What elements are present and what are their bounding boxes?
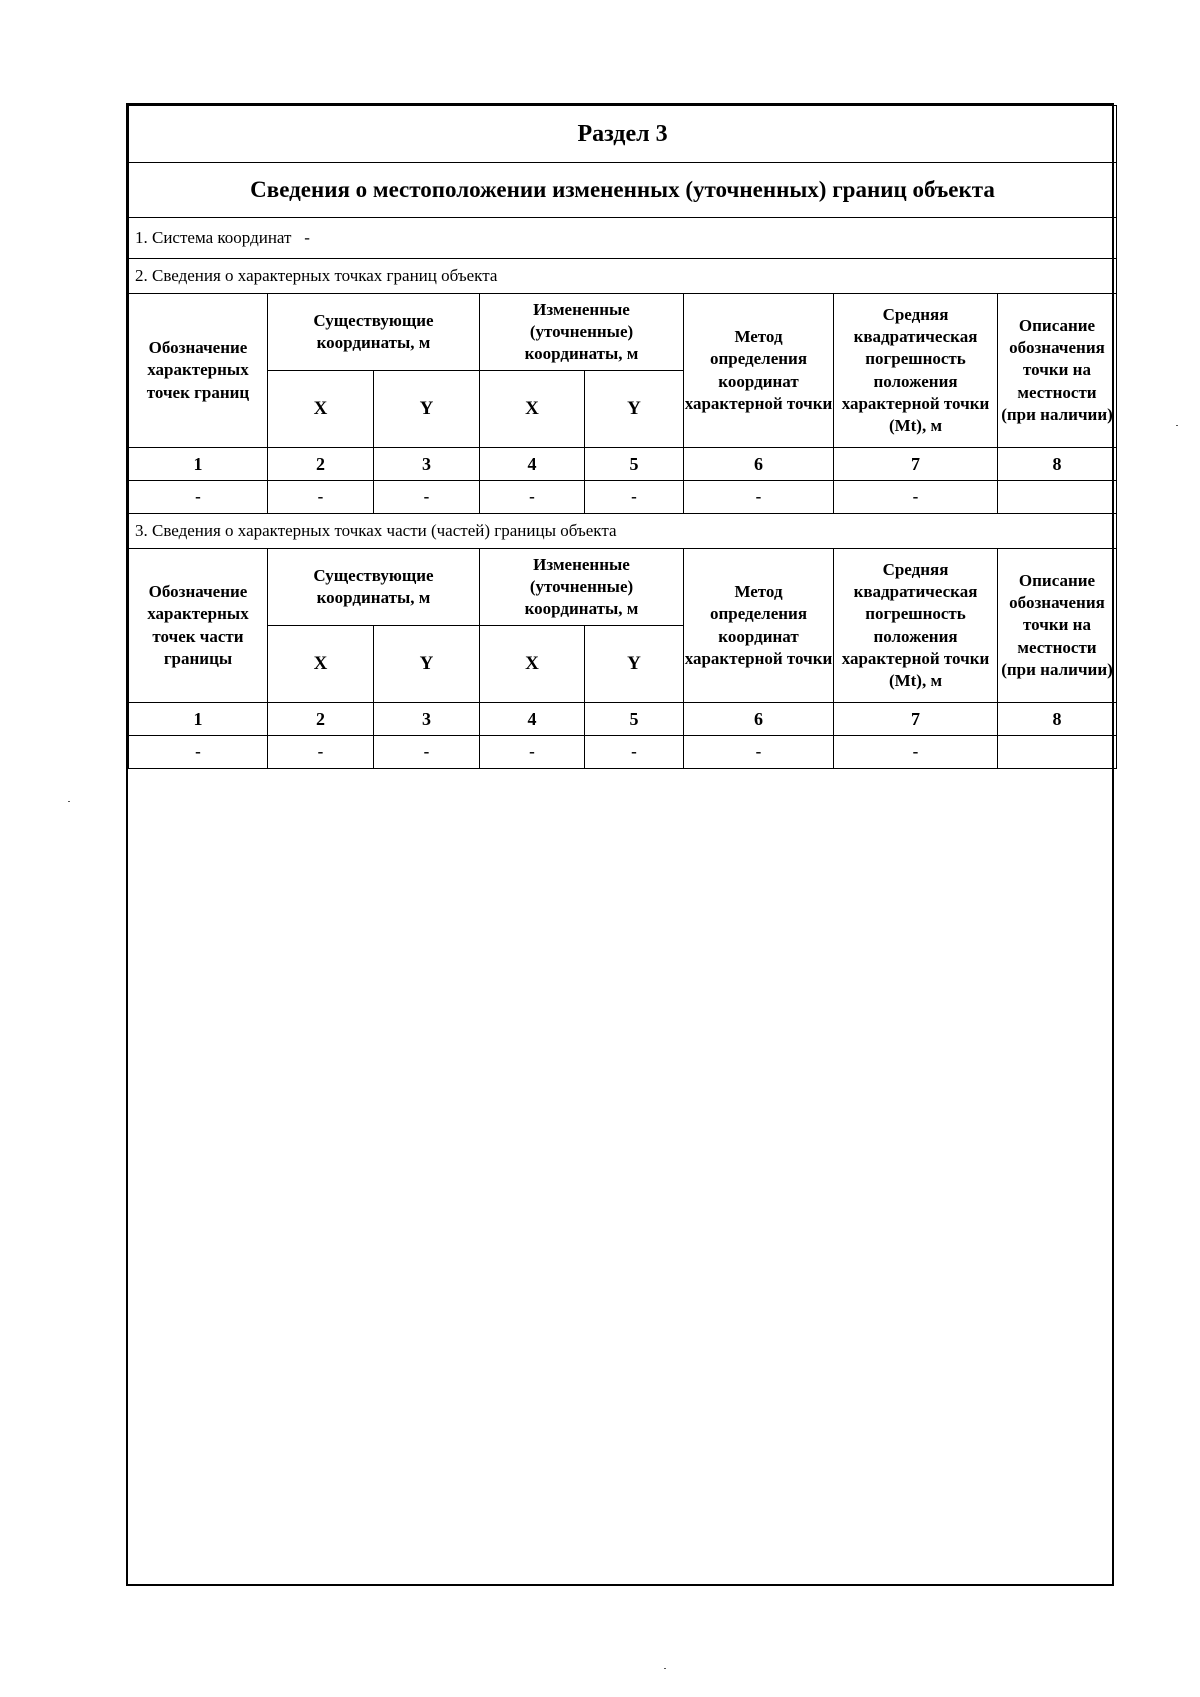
- col-existing-header: Существующие координаты, м: [268, 294, 480, 371]
- col-changed-x: X: [480, 626, 585, 703]
- table-cell: -: [834, 736, 998, 769]
- col-existing-y: Y: [374, 371, 480, 448]
- column-number-row: [129, 703, 1117, 736]
- column-number: 1: [129, 703, 268, 736]
- col-description-header: Описание обозначения точки на местности (при наличии): [998, 549, 1117, 703]
- column-number: 1: [129, 448, 268, 481]
- column-number: 6: [684, 448, 834, 481]
- table-cell: -: [374, 481, 480, 514]
- table-cell: -: [374, 736, 480, 769]
- table-cell: -: [684, 481, 834, 514]
- scan-speck: [664, 1668, 666, 1669]
- table-cell: -: [480, 481, 585, 514]
- col-error-header: Средняя квадратическая погрешность положения характерной точки (Mt), м: [834, 294, 998, 448]
- column-number: 8: [998, 703, 1117, 736]
- column-number: 2: [268, 448, 374, 481]
- column-number: 8: [998, 448, 1117, 481]
- column-number: 7: [834, 448, 998, 481]
- column-number: 4: [480, 448, 585, 481]
- column-number: 3: [374, 703, 480, 736]
- coord-system-line: [129, 218, 1117, 259]
- column-number: 7: [834, 703, 998, 736]
- section-table: [128, 105, 1117, 769]
- section-subtitle: Сведения о местоположении измененных (уточненных) границ объекта: [129, 163, 1117, 218]
- section-title: Раздел 3: [129, 106, 1117, 163]
- document-frame: [126, 103, 1114, 1586]
- column-number: 4: [480, 703, 585, 736]
- col-method-header: Метод определения координат характерной точки: [684, 549, 834, 703]
- scan-speck: [68, 801, 70, 802]
- col-description-header: Описание обозначения точки на местности (при наличии): [998, 294, 1117, 448]
- column-number: 5: [585, 448, 684, 481]
- column-number: 2: [268, 703, 374, 736]
- col-error-header: Средняя квадратическая погрешность положения характерной точки (Mt), м: [834, 549, 998, 703]
- table-cell: -: [834, 481, 998, 514]
- table-cell: -: [684, 736, 834, 769]
- col-designation-header: Обозначение характерных точек части границы: [129, 549, 268, 703]
- col-existing-x: X: [268, 371, 374, 448]
- col-existing-y: Y: [374, 626, 480, 703]
- col-existing-x: X: [268, 626, 374, 703]
- col-changed-header: Измененные (уточненные) координаты, м: [480, 294, 684, 371]
- table-cell: -: [129, 736, 268, 769]
- col-changed-x: X: [480, 371, 585, 448]
- table-cell: -: [268, 736, 374, 769]
- col-changed-y: Y: [585, 626, 684, 703]
- column-number: 3: [374, 448, 480, 481]
- column-number: 6: [684, 703, 834, 736]
- col-designation-header: Обозначение характерных точек границ: [129, 294, 268, 448]
- part-points-heading: 3. Сведения о характерных точках части (частей) границы объекта: [129, 514, 1117, 549]
- col-changed-header: Измененные (уточненные) координаты, м: [480, 549, 684, 626]
- table-cell: -: [585, 736, 684, 769]
- table-cell: -: [585, 481, 684, 514]
- table-cell: -: [480, 736, 585, 769]
- boundary-points-heading: 2. Сведения о характерных точках границ объекта: [129, 259, 1117, 294]
- table-cell: [998, 736, 1117, 769]
- column-number-row: [129, 448, 1117, 481]
- column-number: 5: [585, 703, 684, 736]
- table-row: [129, 481, 1117, 514]
- table-cell: [998, 481, 1117, 514]
- col-changed-y: Y: [585, 371, 684, 448]
- coord-system-value: -: [304, 228, 310, 247]
- scan-speck: [1176, 425, 1178, 426]
- col-existing-header: Существующие координаты, м: [268, 549, 480, 626]
- table-cell: -: [268, 481, 374, 514]
- table-cell: -: [129, 481, 268, 514]
- coord-system-label: 1. Система координат: [135, 228, 292, 247]
- table-row: [129, 736, 1117, 769]
- col-method-header: Метод определения координат характерной точки: [684, 294, 834, 448]
